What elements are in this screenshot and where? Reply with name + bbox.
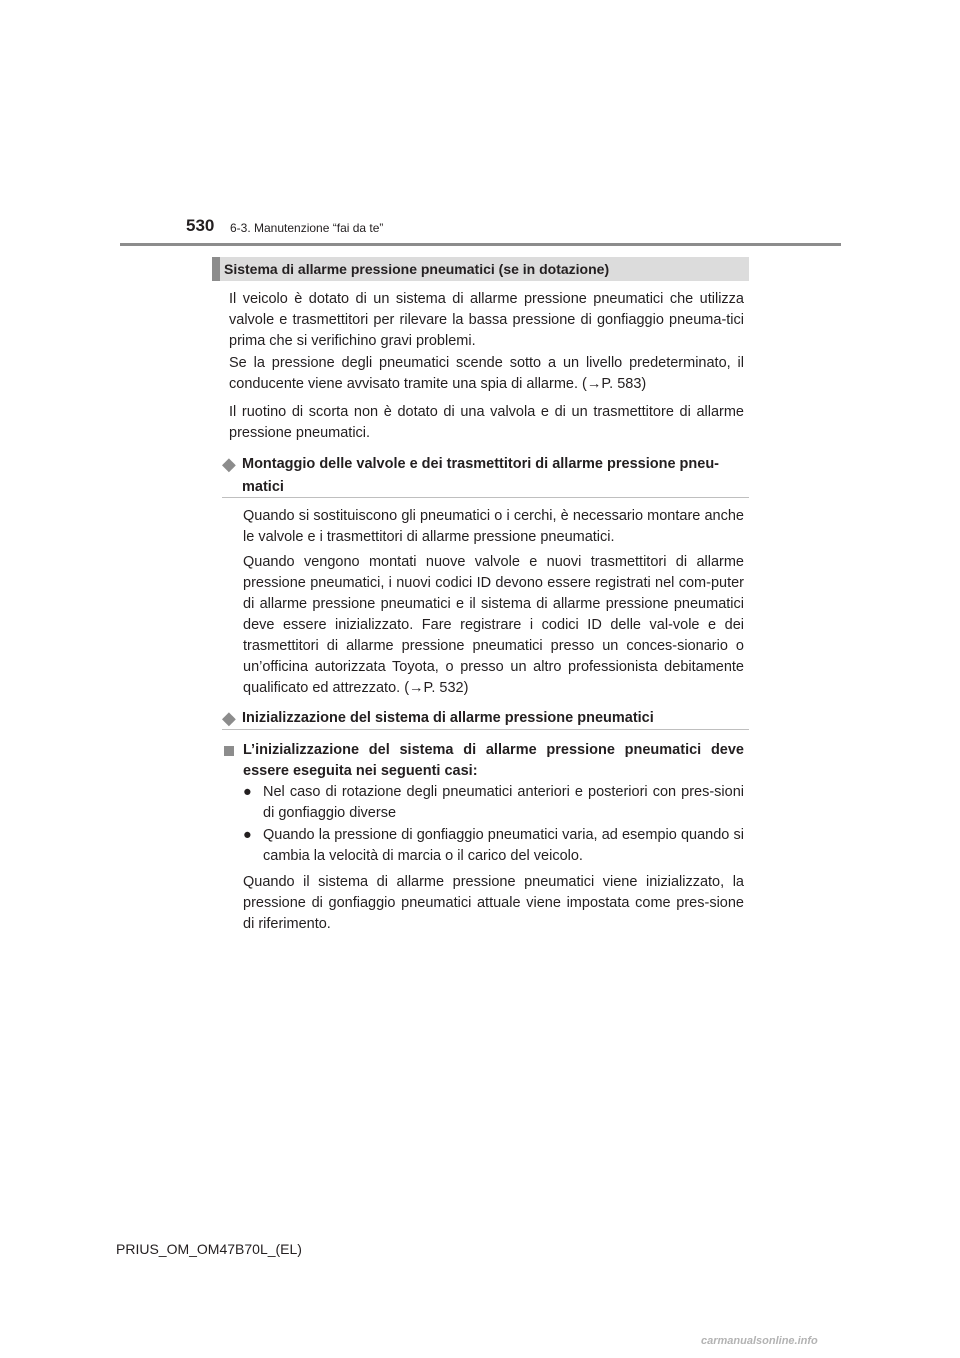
page-number: 530 — [186, 216, 215, 235]
intro-paragraph-3: Il ruotino di scorta non è dotato di una valvola e di un trasmettitore di allarme pressione pneumatici. — [229, 404, 744, 441]
section-title-box — [212, 257, 749, 281]
diamond-icon: ◆ — [222, 454, 236, 474]
section-title: Sistema di allarme pressione pneumatici (se in dotazione) — [224, 261, 610, 277]
valves-paragraph-2: Quando vengono montati nuove valvole e nuovi trasmettitori di allarme pressione pneumatici, i nuovi codici ID devono essere registrati nel com-puter di allarme pressione pneumatici e il sistema di allarme pressione pneumatici deve essere inizializzato. Fare registrare i codici ID delle val-vole e dei trasmettitori di allarme pressione pneumatici presso un conces-sionario o un’officina autorizzata Toyota, o presso un altro professionista debitamente qualificato ed attrezzato. (→P. 532) — [243, 554, 744, 696]
cases-heading-text: L’inizializzazione del sistema di allarme pressione pneumatici deve essere eseguita nei seguenti casi: — [243, 742, 744, 779]
case-bullet-1: Nel caso di rotazione degli pneumatici anteriori e posteriori con pres-sioni di gonfiaggio diverse — [263, 784, 744, 821]
diamond-icon: ◆ — [222, 708, 236, 728]
valves-paragraph-1: Quando si sostituiscono gli pneumatici o i cerchi, è necessario montare anche le valvole e i trasmettitori di allarme pressione pneumatici. — [243, 508, 744, 545]
subsection-heading-text: Montaggio delle valvole e dei trasmettitori di allarme pressione pneu-matici — [242, 456, 720, 495]
cases-heading — [224, 740, 744, 782]
subsection-divider — [222, 729, 749, 730]
subsection-heading-initialization — [222, 707, 749, 730]
footer-document-code: PRIUS_OM_OM47B70L_(EL) — [116, 1241, 302, 1257]
square-bullet-icon — [224, 746, 234, 756]
case-bullet-2: Quando la pressione di gonfiaggio pneumatici varia, ad esempio quando si cambia la velocità di marcia o il carico del veicolo. — [263, 827, 744, 864]
subsection-heading-text: Inizializzazione del sistema di allarme pressione pneumatici — [242, 710, 654, 726]
initialization-closing-paragraph: Quando il sistema di allarme pressione pneumatici viene inizializzato, la pressione di gonfiaggio pneumatici attuale viene impostata come pres-sione di riferimento. — [243, 874, 744, 932]
circle-bullet-icon: ● — [243, 784, 252, 800]
watermark: carmanualsonline.info — [701, 1335, 818, 1347]
section-title-bar — [212, 257, 220, 281]
header-divider — [120, 243, 841, 246]
intro-paragraph-2: Se la pressione degli pneumatici scende sotto a un livello predeterminato, il conducente viene avvisato tramite una spia di allarme. (→P. 583) — [229, 355, 744, 392]
subsection-divider — [222, 497, 749, 498]
intro-paragraph-1: Il veicolo è dotato di un sistema di allarme pressione pneumatici che utilizza valvole e trasmettitori per rilevare la bassa pressione di gonfiaggio pneuma-tici prima che si verifichino gravi problemi. — [229, 291, 744, 349]
circle-bullet-icon: ● — [243, 827, 252, 843]
subsection-heading-valves — [222, 453, 749, 499]
section-reference: 6-3. Manutenzione “fai da te” — [230, 221, 384, 235]
